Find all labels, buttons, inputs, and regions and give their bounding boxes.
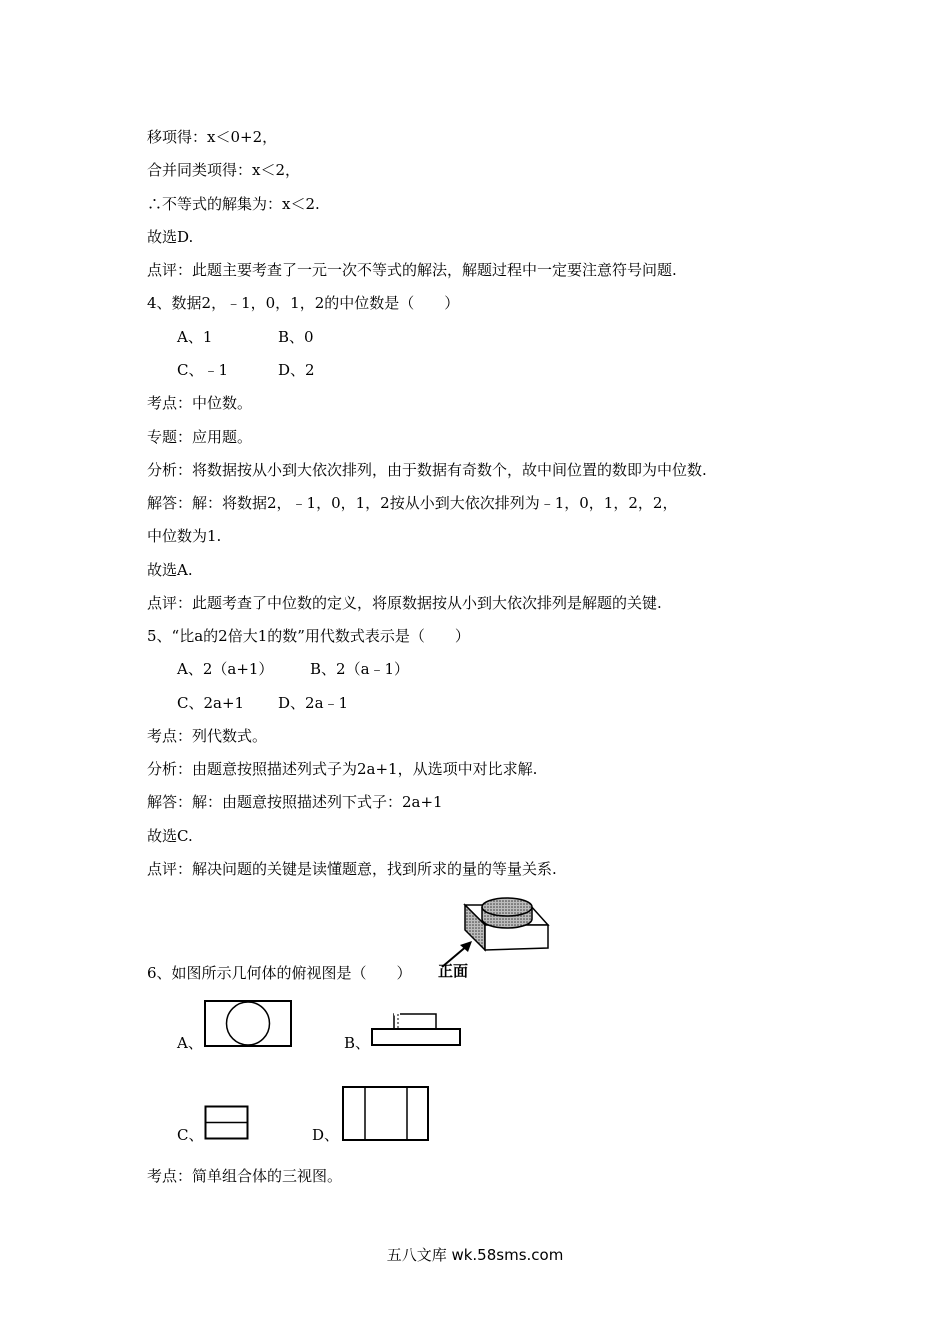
q5-answer: 故选C. [147,827,193,845]
q4-dianping: 点评：此题考查了中位数的定义，将原数据按从小到大依次排列是解题的关键. [147,594,662,612]
text-line: 合并同类项得：x＜2， [147,161,301,179]
q5-option-a: A、2（a+1） [177,660,274,678]
footer-watermark: 五八文库 wk.58sms.com [386,1246,564,1264]
text-line: 故选D. [147,228,194,246]
question-6: 6、如图所示几何体的俯视图是（ ） [147,964,412,982]
q4-option-c: C、﹣1 [177,361,229,379]
q4-fenxi: 分析：将数据按从小到大依次排列，由于数据有奇数个，故中间位置的数即为中位数. [147,461,707,479]
q5-dianping: 点评：解决问题的关键是读懂题意，找到所求的量的等量关系. [147,860,557,878]
q6-option-d-label: D、 [312,1126,340,1144]
q6-option-c-figure [204,1105,250,1141]
q4-option-d: D、2 [278,361,315,379]
text-line: ∴不等式的解集为：x＜2. [147,195,320,213]
q4-answer: 故选A. [147,561,193,579]
q4-jieda-2: 中位数为1. [147,527,222,545]
q6-option-d-figure [341,1085,431,1143]
question-5: 5、“比a的2倍大1的数”用代数式表示是（ ） [147,627,470,645]
comment-line: 点评：此题主要考查了一元一次不等式的解法，解题过程中一定要注意符号问题. [147,261,677,279]
q4-kaodian: 考点：中位数。 [147,394,253,412]
q6-option-a-figure [204,1000,294,1048]
q5-jieda: 解答：解：由题意按照描述列下式子：2a+1 [147,793,443,811]
q5-kaodian: 考点：列代数式。 [147,727,268,745]
q5-option-c: C、2a+1 [177,694,245,712]
text-line: 移项得：x＜0+2， [147,128,278,146]
q6-option-b-figure [370,1012,462,1048]
q6-option-c-label: C、 [177,1126,204,1144]
q4-jieda: 解答：解：将数据2，﹣1，0，1，2按从小到大依次排列为﹣1，0，1，2，2， [147,494,678,512]
q5-fenxi: 分析：由题意按照描述列式子为2a+1，从选项中对比求解. [147,760,538,778]
q4-option-b: B、0 [278,328,314,346]
question-4: 4、数据2，﹣1，0，1，2的中位数是（ ） [147,294,460,312]
q6-option-b-label: B、 [344,1034,371,1052]
q6-kaodian: 考点：简单组合体的三视图。 [147,1167,343,1185]
q5-option-b: B、2（a﹣1） [310,660,410,678]
front-label: 正面 [438,962,469,980]
q5-option-d: D、2a﹣1 [278,694,349,712]
q4-zhuanti: 专题：应用题。 [147,428,253,446]
q4-option-a: A、1 [177,328,213,346]
q6-option-a-label: A、 [177,1034,203,1052]
